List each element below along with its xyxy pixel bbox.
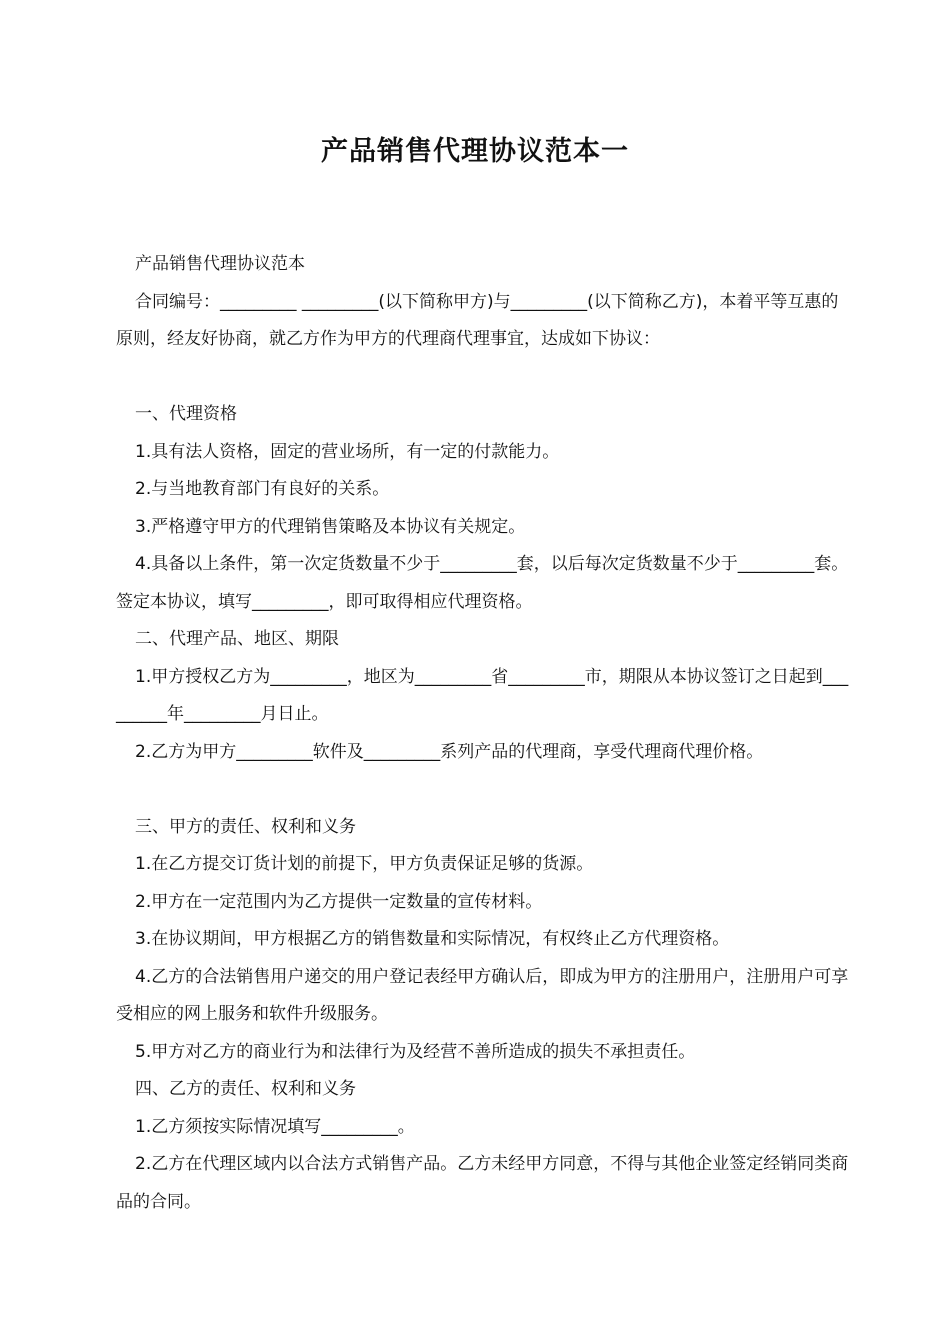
clause-3-3: 3.在协议期间，甲方根据乙方的销售数量和实际情况，有权终止乙方代理资格。 xyxy=(135,929,730,949)
document-body xyxy=(116,246,852,1221)
clause-3-5: 5.甲方对乙方的商业行为和法律行为及经营不善所造成的损失不承担责任。 xyxy=(135,1041,696,1062)
paragraph-heading: 产品销售代理协议范本 xyxy=(135,254,305,274)
document-title: 产品销售代理协议范本一 xyxy=(321,136,629,167)
clause-4-1: 1.乙方须按实际情况填写_________。 xyxy=(135,1116,415,1137)
clause-1-1: 1.具有法人资格，固定的营业场所，有一定的付款能力。 xyxy=(135,441,560,462)
section-heading-4: 四、乙方的责任、权利和义务 xyxy=(135,1079,356,1099)
blank-line xyxy=(116,771,852,809)
clause-1-4: 4.具备以上条件，第一次定货数量不少于_________套，以后每次定货数量不少于_________套。签定本协议，填写_________，即可取得相应代理资格。 xyxy=(116,554,849,612)
clause-4-2: 2.乙方在代理区域内以合法方式销售产品。乙方未经甲方同意，不得与其他企业签定经销同类商品的合同。 xyxy=(116,1154,849,1212)
section-heading-1: 一、代理资格 xyxy=(135,404,237,424)
blank-line xyxy=(116,359,852,397)
clause-2-1: 1.甲方授权乙方为_________，地区为_________省_________市，期限从本协议签订之日起到_________年_________月日止。 xyxy=(116,666,849,724)
clause-3-1: 1.在乙方提交订货计划的前提下，甲方负责保证足够的货源。 xyxy=(135,854,594,874)
clause-3-2: 2.甲方在一定范围内为乙方提供一定数量的宣传材料。 xyxy=(135,891,543,912)
clause-1-2: 2.与当地教育部门有良好的关系。 xyxy=(135,479,390,499)
clause-1-3: 3.严格遵守甲方的代理销售策略及本协议有关规定。 xyxy=(135,516,526,537)
clause-2-2: 2.乙方为甲方_________软件及_________系列产品的代理商，享受代理商代理价格。 xyxy=(135,741,764,762)
section-heading-2: 二、代理产品、地区、期限 xyxy=(135,629,339,649)
section-heading-3: 三、甲方的责任、权利和义务 xyxy=(135,816,356,837)
paragraph-intro: 合同编号：_________ _________(以下简称甲方)与_________(以下简称乙方)，本着平等互惠的原则，经友好协商，就乙方作为甲方的代理商代理事宜，达成如下协议： xyxy=(116,291,839,349)
clause-3-4: 4.乙方的合法销售用户递交的用户登记表经甲方确认后，即成为甲方的注册用户，注册用户可享受相应的网上服务和软件升级服务。 xyxy=(116,966,849,1024)
